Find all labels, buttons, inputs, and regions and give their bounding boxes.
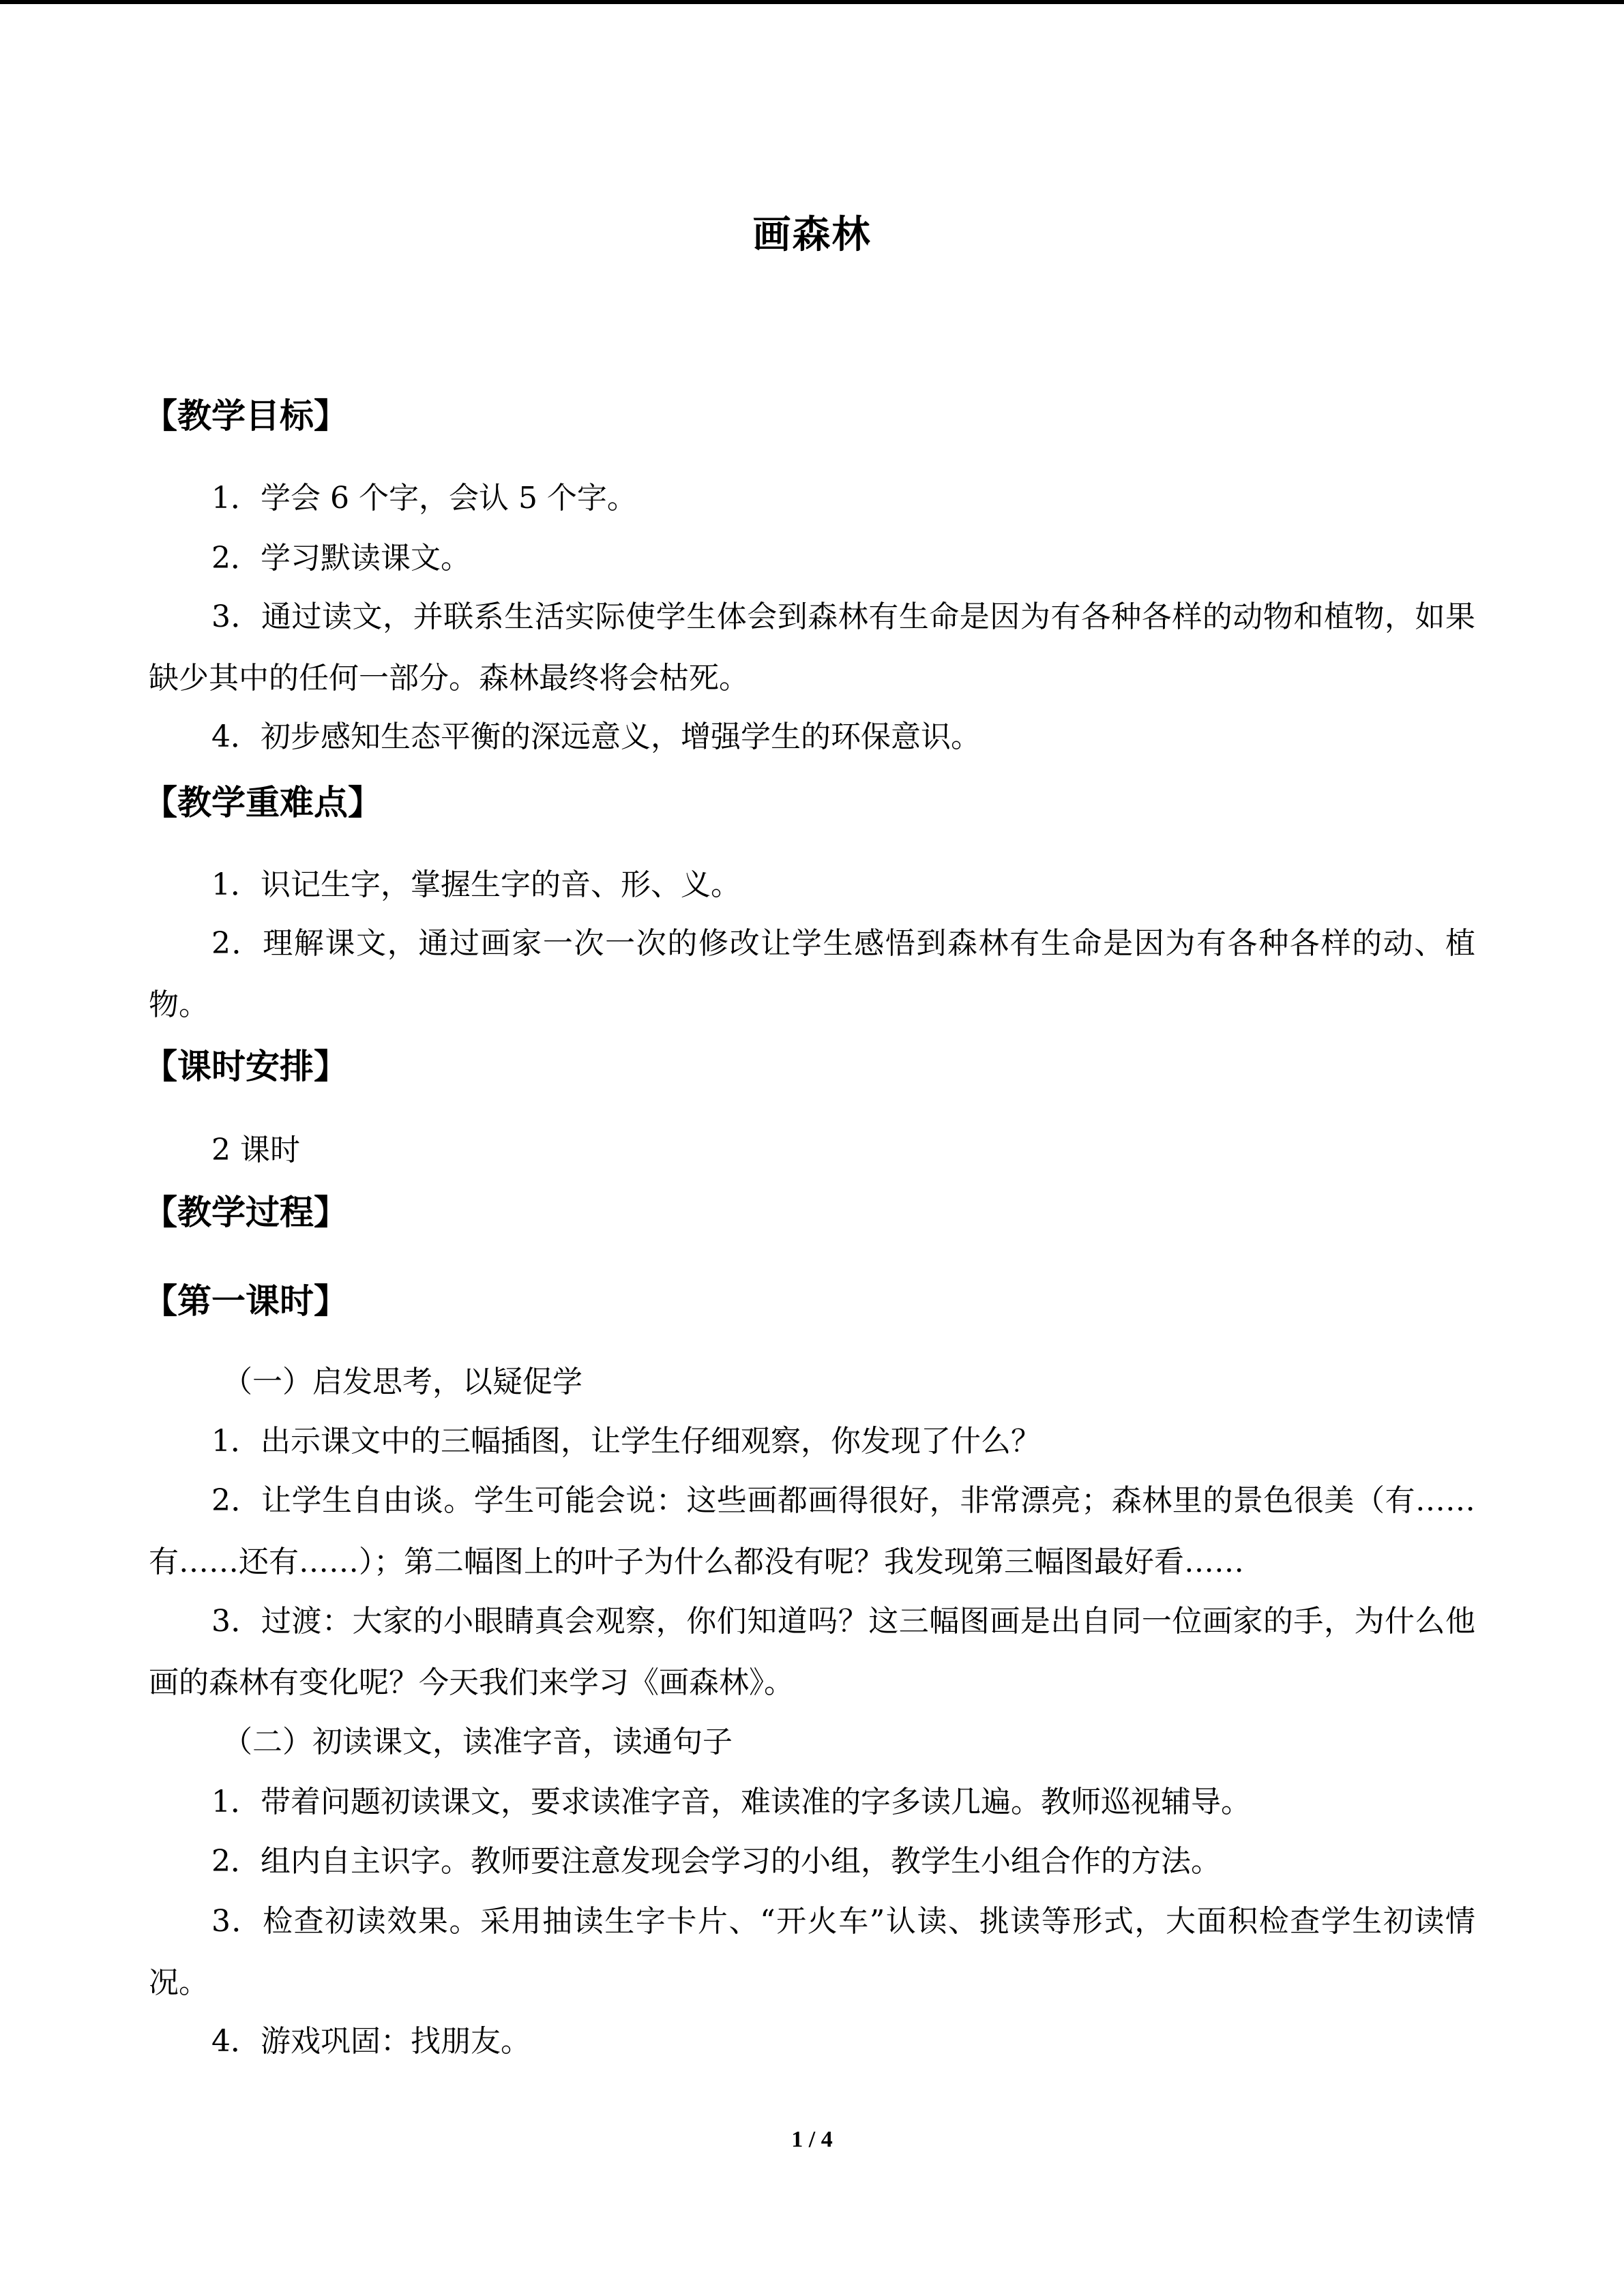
heading-lesson-one: 【第一课时】	[143, 1281, 348, 1321]
goal-item-1: 1．学会 6 个字，会认 5 个字。	[211, 481, 637, 516]
lesson1-part1-item-3: 3．过渡：大家的小眼睛真会观察，你们知道吗？这三幅图画是出自同一位画家的手，为什么他画的森林有变化呢？今天我们来学习《画森林》。	[149, 1604, 1475, 1700]
lesson1-part2-title: （二）初读课文，读准字音，读通句子	[222, 1725, 733, 1759]
lesson1-part1-item-2: 2．让学生自由谈。学生可能会说：这些画都画得很好，非常漂亮；森林里的景色很美（有……有……还有……）；第二幅图上的叶子为什么都没有呢？我发现第三幅图最好看……	[149, 1483, 1475, 1579]
key-point-item-1: 1．识记生字，掌握生字的音、形、义。	[211, 867, 741, 902]
lesson1-part1-item-1: 1．出示课文中的三幅插图，让学生仔细观察，你发现了什么？	[211, 1424, 1041, 1459]
top-border	[0, 2, 1624, 4]
heading-schedule: 【课时安排】	[143, 1047, 348, 1086]
lesson1-part1-title: （一）启发思考，以疑促学	[222, 1365, 582, 1399]
goal-item-2: 2．学习默读课文。	[211, 541, 471, 576]
heading-teaching-goals: 【教学目标】	[143, 396, 348, 436]
goal-item-3: 3．通过读文，并联系生活实际使学生体会到森林有生命是因为有各种各样的动物和植物，如果缺少其中的任何一部分。森林最终将会枯死。	[149, 599, 1475, 696]
key-point-item-2: 2．理解课文，通过画家一次一次的修改让学生感悟到森林有生命是因为有各种各样的动、植物。	[149, 926, 1475, 1022]
goal-item-4: 4．初步感知生态平衡的深远意义，增强学生的环保意识。	[211, 719, 981, 754]
page-title: 画森林	[752, 213, 872, 257]
lesson1-part2-item-2: 2．组内自主识字。教师要注意发现会学习的小组，教学生小组合作的方法。	[211, 1844, 1221, 1879]
lesson1-part2-item-3: 3．检查初读效果。采用抽读生字卡片、“开火车”认读、挑读等形式，大面积检查学生初读情况。	[149, 1904, 1475, 2000]
lesson1-part2-item-4: 4．游戏巩固：找朋友。	[211, 2024, 531, 2059]
heading-teaching-process: 【教学过程】	[143, 1193, 348, 1232]
heading-key-points: 【教学重难点】	[143, 783, 382, 822]
schedule-text: 2 课时	[211, 1133, 300, 1167]
lesson1-part2-item-1: 1．带着问题初读课文，要求读准字音，难读准的字多读几遍。教师巡视辅导。	[211, 1785, 1251, 1819]
page-number: 1 / 4	[791, 2127, 833, 2152]
